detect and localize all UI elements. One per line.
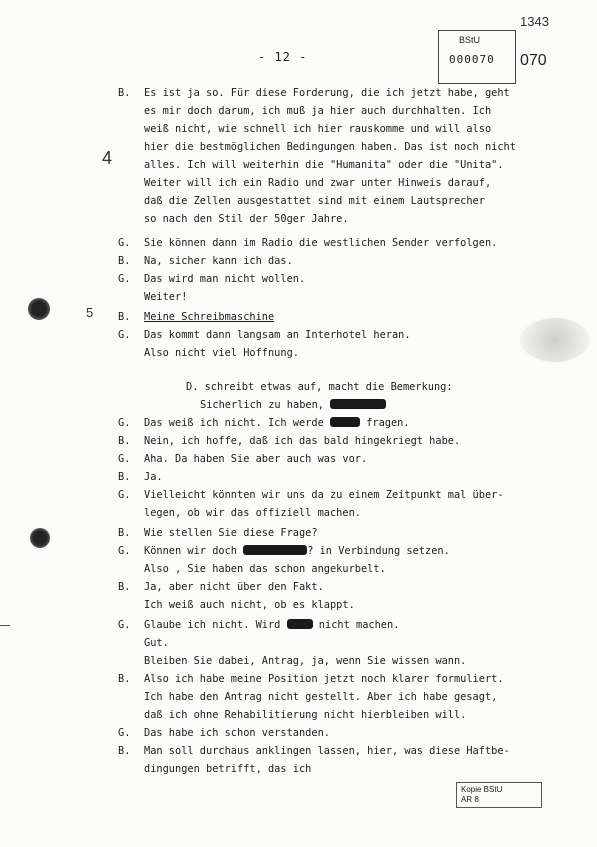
copy-stamp-line1: Kopie BStU [461, 785, 503, 794]
text-line: daß die Zellen ausgestattet sind mit einem Lautsprecher [144, 195, 485, 207]
text-line: dingungen betrifft, das ich [144, 763, 312, 775]
text-line: legen, ob wir das offiziell machen. [144, 507, 361, 519]
text-line: B. Ja, aber nicht über den Fakt. [118, 581, 324, 593]
text-line: Sicherlich zu haben, [200, 398, 386, 412]
text-line: B. Meine Schreibmaschine [118, 311, 275, 323]
text-line: B. Wie stellen Sie diese Frage? [118, 527, 318, 539]
handwritten-folio: 1343 [520, 14, 549, 29]
text-line: B. Es ist ja so. Für diese Forderung, die ich jetzt habe, geht [118, 87, 510, 99]
text-line: B. Ja. [118, 471, 163, 483]
handwritten-page-ref: 070 [520, 52, 547, 69]
text-line: B. Nein, ich hoffe, daß ich das bald hingekriegt habe. [118, 435, 461, 447]
text-line: D. schreibt etwas auf, macht die Bemerkung: [186, 381, 453, 393]
text-line: Gut. [144, 637, 169, 649]
text-line: Also , Sie haben das schon angekurbelt. [144, 563, 386, 575]
stamp-org: BStU [459, 35, 481, 45]
text-line: G. Das habe ich schon verstanden. [118, 727, 330, 739]
text-line: es mir doch darum, ich muß ja hier auch durchhalten. Ich [144, 105, 492, 117]
margin-note-5: 5 [86, 305, 94, 320]
text-line: B. Man soll durchaus anklingen lassen, hier, was diese Haftbe- [118, 745, 510, 757]
text-line: weiß nicht, wie schnell ich hier rauskomme und will also [144, 123, 492, 135]
archive-stamp [438, 30, 516, 84]
stamp-number: 000070 [449, 53, 495, 66]
text-line: G. Vielleicht könnten wir uns da zu einem Zeitpunkt mal über- [118, 489, 504, 501]
text-line: Weiter will ich ein Radio und zwar unter Hinweis darauf, [144, 177, 492, 189]
fold-mark [0, 625, 10, 626]
scan-smudge [520, 318, 590, 362]
text-line: Also nicht viel Hoffnung. [144, 347, 299, 359]
punch-hole-bottom [30, 528, 50, 548]
text-line: so nach den Stil der 50ger Jahre. [144, 213, 349, 225]
margin-note-4: 4 [102, 148, 113, 168]
text-line: G. Aha. Da haben Sie aber auch was vor. [118, 453, 368, 465]
redaction-bar [243, 545, 307, 555]
text-line: B. Na, sicher kann ich das. [118, 255, 293, 267]
text-line: G. Können wir doch ? in Verbindung setzen. [118, 545, 450, 557]
copy-stamp-line2: AR 8 [461, 795, 479, 804]
text-line: G. Das wird man nicht wollen. [118, 273, 306, 285]
text-line: hier die bestmöglichen Bedingungen haben. Das ist noch nicht [144, 141, 516, 153]
text-line: daß ich ohne Rehabilitierung nicht hierbleiben will. [144, 709, 467, 721]
redaction-bar [287, 619, 313, 629]
text-line: G. Sie können dann im Radio die westlichen Sender verfolgen. [118, 237, 498, 249]
text-line: Ich weiß auch nicht, ob es klappt. [144, 599, 355, 611]
copy-stamp [456, 782, 542, 808]
text-line: Ich habe den Antrag nicht gestellt. Aber ich habe gesagt, [144, 691, 498, 703]
text-line: Bleiben Sie dabei, Antrag, ja, wenn Sie wissen wann. [144, 655, 467, 667]
text-line: B. Also ich habe meine Position jetzt noch klarer formuliert. [118, 673, 504, 685]
punch-hole-top [28, 298, 50, 320]
page-number: - 12 - [258, 50, 308, 64]
redaction-bar [330, 417, 360, 427]
redaction-bar [330, 399, 386, 409]
text-line: Weiter! [144, 291, 188, 303]
text-line: alles. Ich will weiterhin die "Humanita" oder die "Unita". [144, 159, 504, 171]
text-line: G. Das weiß ich nicht. Ich werde fragen. [118, 417, 410, 429]
text-line: G. Das kommt dann langsam an Interhotel heran. [118, 329, 411, 341]
text-line: G. Glaube ich nicht. Wird nicht machen. [118, 619, 400, 631]
